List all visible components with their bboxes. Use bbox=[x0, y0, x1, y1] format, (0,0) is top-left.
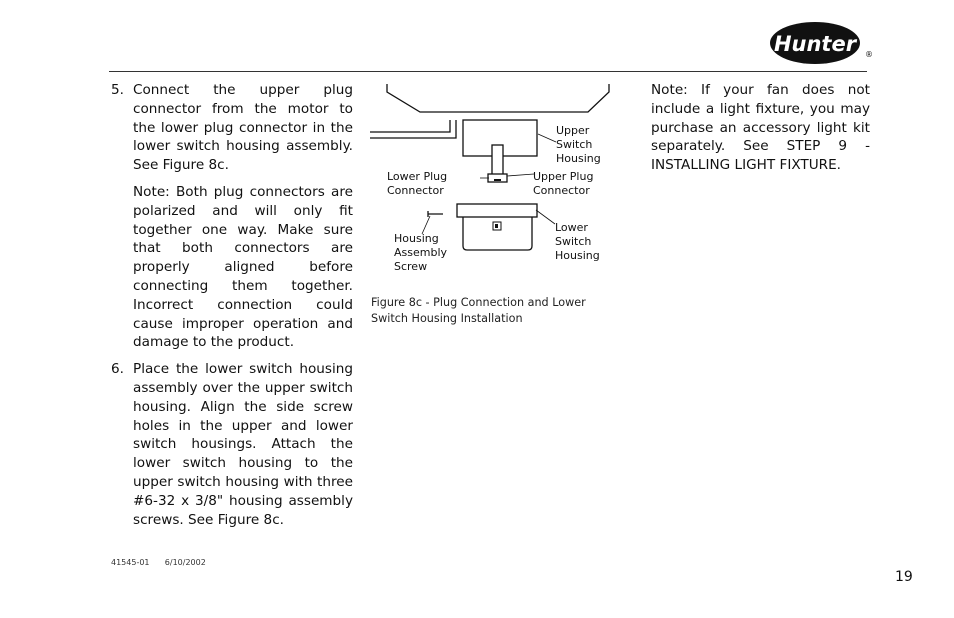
instruction-steps bbox=[109, 81, 353, 537]
hunter-logo bbox=[769, 20, 873, 70]
hunter-logo-graphic bbox=[769, 20, 873, 70]
label-lower-plug-connector: Lower Plug Connector bbox=[387, 170, 448, 197]
figure-8c bbox=[368, 82, 618, 282]
step-note: Note: Both plug connectors are polarized and will only fit together one way. Make sure that both connectors are properly aligned before connecting them together. Incorrect connection could cause improper operation and damage to the product. bbox=[133, 183, 353, 351]
doc-date: 6/10/2002 bbox=[164, 558, 206, 567]
header-rule bbox=[109, 71, 867, 72]
logo-text: Hunter bbox=[773, 32, 857, 56]
label-lower-switch-housing: Lower Switch Housing bbox=[555, 221, 600, 262]
doc-code: 41545-01 bbox=[111, 558, 150, 567]
switch-housing-diagram bbox=[368, 82, 618, 282]
label-upper-plug-connector: Upper Plug Connector bbox=[533, 170, 594, 197]
step-paragraph: Connect the upper plug connector from the motor to the lower plug connector in the lower switch housing assembly. See Figure 8c. bbox=[133, 82, 353, 174]
registered-mark: ® bbox=[865, 50, 873, 59]
figure-caption bbox=[371, 295, 611, 327]
step-6 bbox=[109, 360, 353, 529]
caption-line: Figure 8c - Plug Connection and Lower bbox=[371, 296, 586, 309]
light-kit-note bbox=[651, 81, 870, 175]
step-number: 6. bbox=[111, 361, 124, 378]
page-number: 19 bbox=[895, 569, 913, 585]
footer-document-code bbox=[111, 558, 206, 567]
label-upper-switch-housing: Upper Switch Housing bbox=[556, 124, 601, 165]
note-text: Note: If your fan does not include a light fixture, you may purchase an accessory light kit separately. See STEP 9 - INSTALLING LIGHT FIXTURE. bbox=[651, 82, 870, 174]
label-housing-assembly-screw: Housing Assembly Screw bbox=[394, 232, 448, 273]
step-paragraph: Place the lower switch housing assembly over the upper switch housing. Align the side screw holes in the upper and lower switch housings. Attach the lower switch housing to the upper switch housing with three #6-32 x 3/8" housing assembly screws. See Figure 8c. bbox=[133, 361, 353, 528]
step-number: 5. bbox=[111, 82, 124, 98]
caption-line: Switch Housing Installation bbox=[371, 312, 523, 325]
step-5 bbox=[109, 81, 353, 352]
